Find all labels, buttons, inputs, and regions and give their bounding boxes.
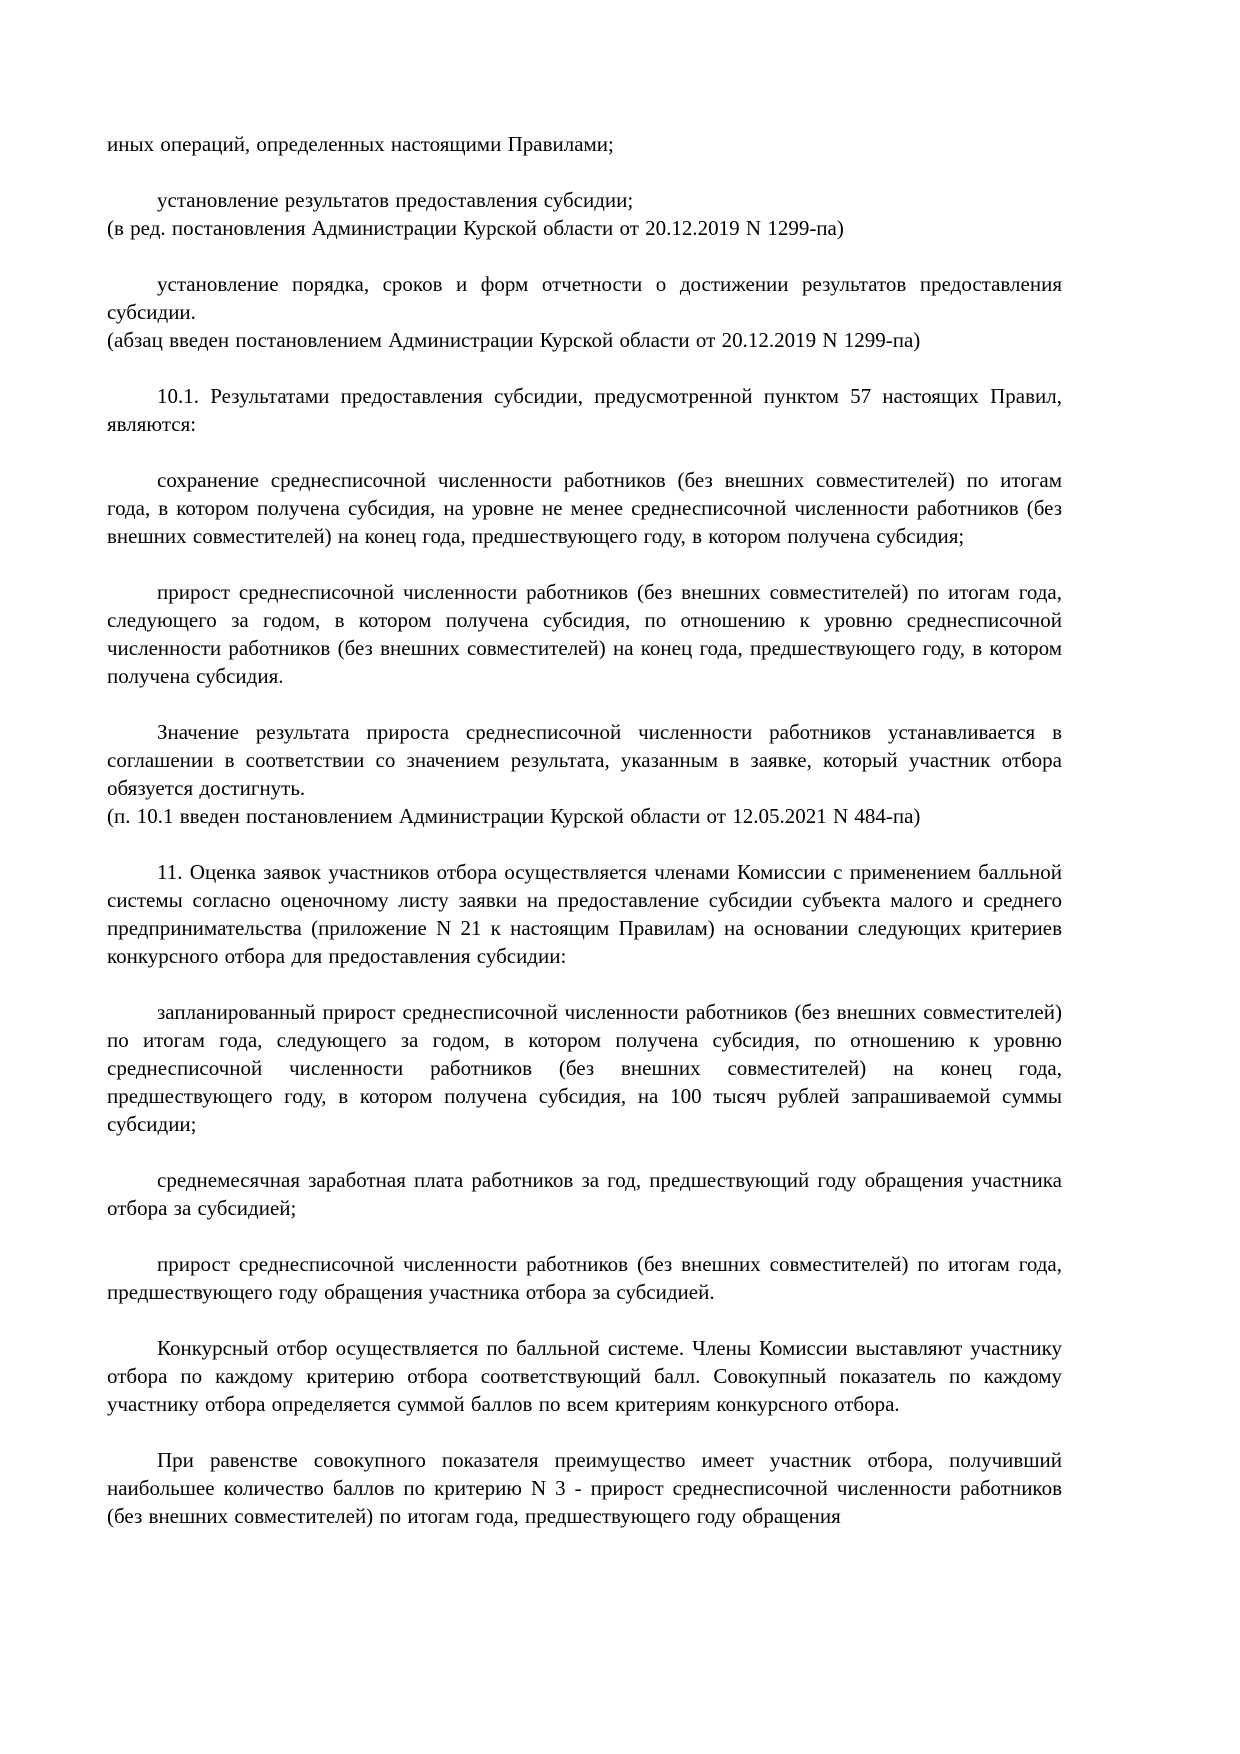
body-paragraph: Конкурсный отбор осуществляется по балльной системе. Члены Комиссии выставляют участнику отбора по каждому критерию отбора соответствующий балл. Совокупный показатель по каждому участнику отбора определяется суммой баллов по всем критериям конкурсного отбора. xyxy=(107,1336,1062,1416)
body-paragraph: сохранение среднесписочной численности работников (без внешних совместителей) по итогам года, в котором получена субсидия, на уровне не менее среднесписочной численности работников (без внешних совместителей) на конец года, предшествующего году, в котором получена субсидия; xyxy=(107,468,1062,548)
body-paragraph: Значение результата прироста среднесписочной численности работников устанавливается в соглашении в соответствии со значением результата, указанным в заявке, который участник отбора обязуется достигнуть. xyxy=(107,720,1062,800)
amendment-note: (п. 10.1 введен постановлением Администрации Курской области от 12.05.2021 N 484-па) xyxy=(107,804,921,828)
body-paragraph: 11. Оценка заявок участников отбора осуществляется членами Комиссии с применением балльной системы согласно оценочному листу заявки на предоставление субсидии субъекта малого и среднего предпринимательства (приложение N 21 к настоящим Правилам) на основании следующих критериев конкурсного отбора для предоставления субсидии: xyxy=(107,860,1062,968)
amendment-note: (абзац введен постановлением Администрации Курской области от 20.12.2019 N 1299-па) xyxy=(107,328,921,352)
amendment-note: (в ред. постановления Администрации Курской области от 20.12.2019 N 1299-па) xyxy=(107,216,844,240)
body-paragraph: При равенстве совокупного показателя преимущество имеет участник отбора, получивший наибольшее количество баллов по критерию N 3 - прирост среднесписочной численности работников (без внешних совместителей) по итогам года, предшествующего году обращения xyxy=(107,1448,1062,1528)
body-paragraph: среднемесячная заработная плата работников за год, предшествующий году обращения участника отбора за субсидией; xyxy=(107,1168,1062,1220)
body-paragraph: 10.1. Результатами предоставления субсидии, предусмотренной пунктом 57 настоящих Правил, являются: xyxy=(107,384,1062,436)
body-paragraph: прирост среднесписочной численности работников (без внешних совместителей) по итогам года, предшествующего году обращения участника отбора за субсидией. xyxy=(107,1252,1062,1304)
body-paragraph: установление порядка, сроков и форм отчетности о достижении результатов предоставления субсидии. xyxy=(107,272,1062,324)
body-paragraph: запланированный прирост среднесписочной численности работников (без внешних совместителей) по итогам года, следующего за годом, в котором получена субсидия, по отношению к уровню среднесписочной численности работников (без внешних совместителей) на конец года, предшествующего году, в котором получена субсидия, на 100 тысяч рублей запрашиваемой суммы субсидии; xyxy=(107,1000,1062,1136)
body-paragraph: иных операций, определенных настоящими Правилами; xyxy=(107,132,614,156)
body-paragraph: прирост среднесписочной численности работников (без внешних совместителей) по итогам года, следующего за годом, в котором получена субсидия, по отношению к уровню среднесписочной численности работников (без внешних совместителей) на конец года, предшествующего году, в котором получена субсидия. xyxy=(107,580,1062,688)
body-paragraph: установление результатов предоставления субсидии; xyxy=(157,188,634,212)
